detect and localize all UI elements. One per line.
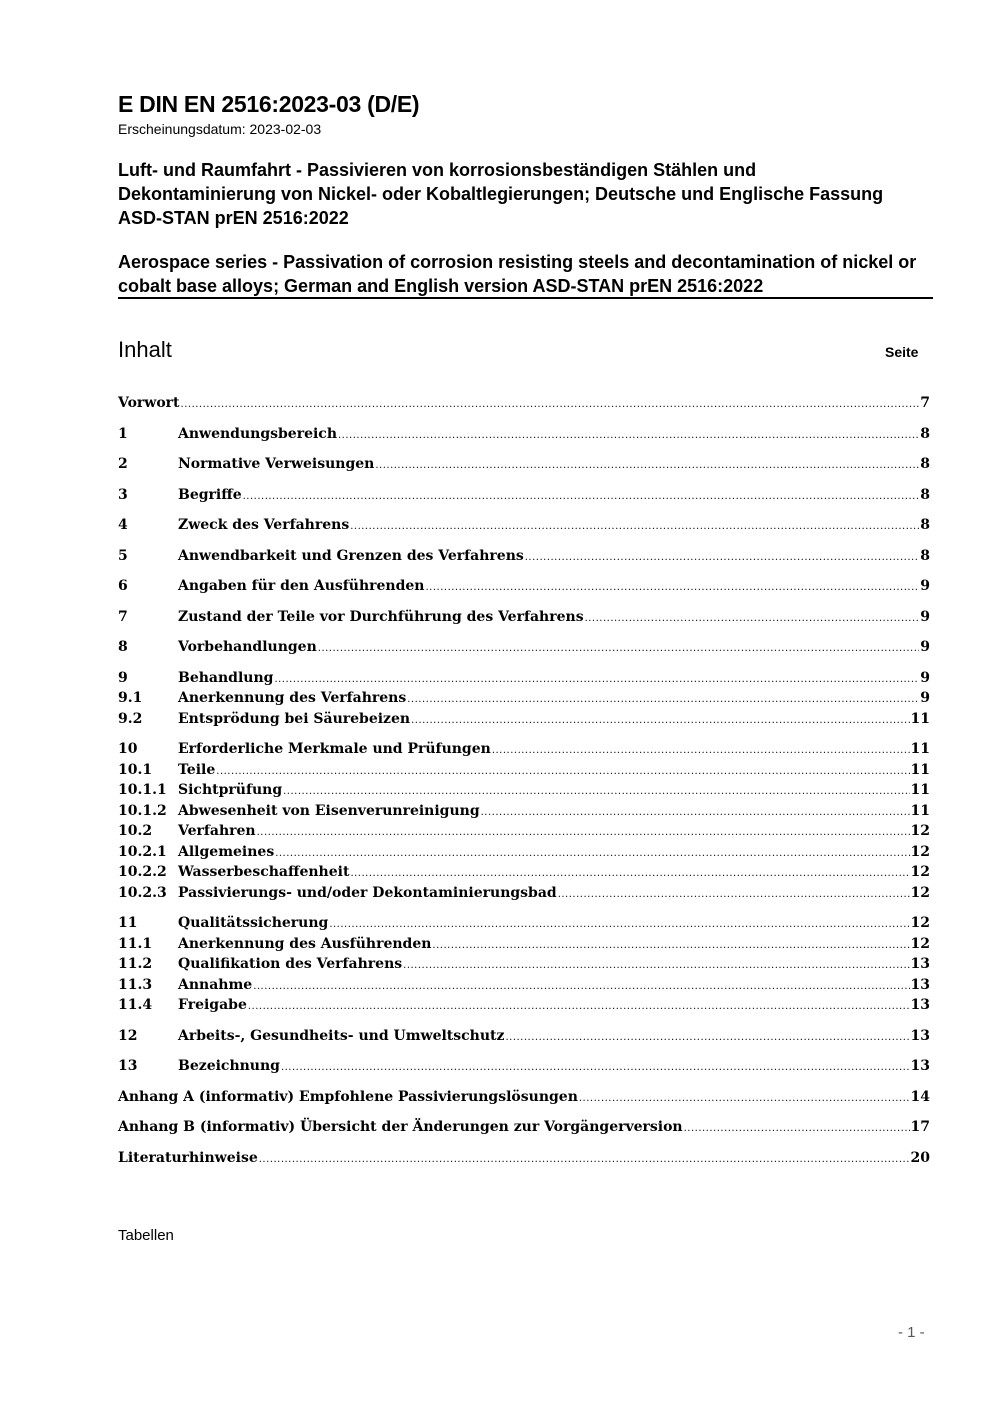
toc-dot-leader — [283, 782, 909, 803]
toc-entry-title: Zustand der Teile vor Durchführung des Verfahrens — [178, 608, 584, 625]
toc-dot-leader — [505, 1028, 909, 1049]
toc-entry[interactable] — [118, 780, 930, 801]
toc-entry-number: 4 — [118, 517, 128, 533]
page-number: - 1 - — [898, 1324, 925, 1341]
toc-dot-leader — [411, 711, 909, 732]
toc-entry[interactable] — [118, 688, 930, 709]
toc-dot-leader — [274, 670, 919, 691]
toc-entry-page: 13 — [910, 1027, 930, 1044]
toc-entry-title: Teile — [178, 761, 216, 778]
toc-entry-title: Anwendbarkeit und Grenzen des Verfahrens — [178, 547, 524, 564]
toc-entry-number: 10.2 — [118, 823, 153, 839]
toc-dot-leader — [432, 936, 909, 957]
toc-dot-leader — [275, 844, 909, 865]
toc-dot-leader — [492, 741, 910, 762]
toc-entry-page: 8 — [920, 517, 930, 533]
toc-entry-number: 11.3 — [118, 976, 153, 993]
toc-entry-number: 9.1 — [118, 690, 143, 706]
toc-entry[interactable] — [118, 1056, 930, 1077]
table-of-contents — [118, 393, 930, 1168]
toc-entry-title: Passivierungs- und/oder Dekontaminierungsbad — [178, 884, 557, 901]
toc-entry-number: 10.2.1 — [118, 843, 167, 860]
toc-entry-title: Bezeichnung — [178, 1058, 280, 1074]
toc-entry-title: Anwendungsbereich — [178, 425, 337, 442]
toc-entry[interactable] — [118, 975, 930, 996]
toc-entry-title: Anerkennung des Ausführenden — [178, 935, 432, 952]
toc-entry-number: 5 — [118, 547, 128, 564]
toc-entry[interactable] — [118, 1117, 930, 1138]
toc-entry-number: 10.1.2 — [118, 802, 167, 819]
toc-entry-page: 9 — [920, 608, 930, 625]
toc-entry[interactable] — [118, 454, 930, 475]
toc-entry[interactable] — [118, 637, 930, 658]
toc-entry-page: 12 — [910, 935, 930, 952]
toc-dot-leader — [481, 803, 910, 824]
toc-entry[interactable] — [118, 576, 930, 597]
toc-dot-leader — [525, 548, 920, 569]
toc-dot-leader — [426, 578, 920, 599]
toc-dot-leader — [259, 1150, 910, 1171]
toc-entry[interactable] — [118, 668, 930, 689]
toc-page-label: Seite — [885, 344, 919, 360]
toc-entry-title: Allgemeines — [178, 843, 275, 860]
toc-entry-title: Freigabe — [178, 997, 247, 1013]
toc-entry-number: 9.2 — [118, 710, 143, 727]
toc-entry[interactable] — [118, 842, 930, 863]
toc-entry-page: 11 — [910, 741, 930, 757]
toc-entry-page: 13 — [910, 1058, 930, 1074]
toc-entry-page: 13 — [910, 976, 930, 993]
toc-entry-number: 12 — [118, 1027, 138, 1044]
toc-entry[interactable] — [118, 1148, 930, 1169]
toc-entry-page: 14 — [910, 1088, 930, 1105]
toc-entry-page: 12 — [910, 915, 930, 931]
document-title: E DIN EN 2516:2023-03 (D/E) — [118, 91, 420, 117]
toc-entry[interactable] — [118, 913, 930, 934]
toc-entry-number: 9 — [118, 669, 128, 686]
title-english: Aerospace series - Passivation of corrosion resisting steels and decontamination of nickel or cobalt base alloys; German and English version ASD-STAN prEN 2516:2022 — [118, 252, 917, 296]
toc-entry-title: Annahme — [178, 976, 253, 993]
toc-entry-title: Anhang A (informativ) Empfohlene Passivierungslösungen — [118, 1088, 578, 1105]
toc-dot-leader — [684, 1119, 910, 1140]
toc-entry-title: Arbeits-, Gesundheits- und Umweltschutz — [178, 1027, 505, 1044]
toc-entry-number: 2 — [118, 456, 128, 472]
toc-entry-page: 12 — [910, 864, 930, 880]
toc-entry[interactable] — [118, 424, 930, 445]
toc-entry-title: Begriffe — [178, 486, 242, 503]
toc-entry-page: 17 — [910, 1119, 930, 1135]
toc-entry-page: 7 — [920, 395, 930, 411]
toc-entry-page: 13 — [910, 956, 930, 972]
toc-entry-page: 8 — [920, 547, 930, 564]
toc-dot-leader — [350, 864, 909, 885]
toc-entry-title: Behandlung — [178, 669, 274, 686]
publication-date: Erscheinungsdatum: 2023-02-03 — [118, 121, 322, 137]
toc-entry-page: 8 — [920, 486, 930, 503]
toc-entry-page: 8 — [920, 425, 930, 442]
toc-entry-number: 11 — [118, 915, 138, 931]
toc-dot-leader — [338, 426, 919, 447]
toc-dot-leader — [281, 1058, 910, 1079]
toc-entry-title: Normative Verweisungen — [178, 456, 375, 472]
toc-entry[interactable] — [118, 995, 930, 1016]
toc-entry-number: 11.4 — [118, 997, 153, 1013]
toc-entry-title: Literaturhinweise — [118, 1149, 258, 1166]
toc-entry-page: 11 — [910, 710, 930, 727]
toc-entry-page: 13 — [910, 997, 930, 1013]
toc-entry-title: Wasserbeschaffenheit — [178, 864, 350, 880]
toc-entry-title: Qualitätssicherung — [178, 915, 329, 931]
toc-dot-leader — [585, 609, 920, 630]
toc-entry[interactable] — [118, 739, 930, 760]
toc-dot-leader — [350, 517, 919, 538]
toc-entry[interactable] — [118, 801, 930, 822]
toc-entry[interactable] — [118, 1087, 930, 1108]
toc-entry-title: Abwesenheit von Eisenverunreinigung — [178, 802, 480, 819]
toc-entry-number: 3 — [118, 486, 128, 503]
toc-entry-title: Sichtprüfung — [178, 782, 283, 798]
toc-entry[interactable] — [118, 393, 930, 414]
toc-entry-number: 10.2.2 — [118, 864, 167, 880]
toc-entry-number: 7 — [118, 608, 128, 625]
toc-entry-page: 12 — [910, 843, 930, 860]
toc-entry[interactable] — [118, 883, 930, 904]
toc-entry-title: Entsprödung bei Säurebeizen — [178, 710, 411, 727]
toc-dot-leader — [257, 823, 910, 844]
toc-entry-page: 12 — [910, 884, 930, 901]
toc-entry-title: Angaben für den Ausführenden — [178, 578, 425, 594]
toc-entry[interactable] — [118, 862, 930, 883]
toc-dot-leader — [248, 997, 910, 1018]
toc-entry-page: 9 — [920, 639, 930, 655]
toc-entry[interactable] — [118, 1026, 930, 1047]
toc-entry-page: 9 — [920, 690, 930, 706]
toc-dot-leader — [318, 639, 919, 660]
toc-entry-page: 9 — [920, 669, 930, 686]
title-divider — [118, 297, 933, 299]
toc-entry-page: 11 — [910, 802, 930, 819]
toc-dot-leader — [216, 762, 909, 783]
toc-dot-leader — [181, 395, 920, 416]
toc-entry-number: 13 — [118, 1058, 138, 1074]
toc-entry-page: 8 — [920, 456, 930, 472]
toc-entry-number: 10.2.3 — [118, 884, 167, 901]
toc-entry-title: Erforderliche Merkmale und Prüfungen — [178, 741, 491, 757]
toc-entry-title: Vorwort — [118, 395, 180, 411]
toc-entry-title: Anerkennung des Verfahrens — [178, 690, 407, 706]
toc-dot-leader — [329, 915, 909, 936]
toc-entry-page: 20 — [910, 1149, 930, 1166]
toc-entry-number: 11.2 — [118, 956, 153, 972]
toc-entry-title: Qualifikation des Verfahrens — [178, 956, 403, 972]
toc-entry-number: 10.1 — [118, 761, 153, 778]
toc-dot-leader — [243, 487, 920, 508]
toc-entry-page: 9 — [920, 578, 930, 594]
toc-entry[interactable] — [118, 709, 930, 730]
toc-dot-leader — [403, 956, 909, 977]
toc-entry-page: 11 — [910, 782, 930, 798]
tables-heading: Tabellen — [118, 1227, 174, 1244]
toc-entry[interactable] — [118, 934, 930, 955]
toc-entry-number: 11.1 — [118, 935, 153, 952]
toc-entry[interactable] — [118, 485, 930, 506]
toc-entry-title: Verfahren — [178, 823, 256, 839]
title-german: Luft- und Raumfahrt - Passivieren von korrosionsbeständigen Stählen und Dekontaminierung von Nickel- oder Kobaltlegierungen; Deutsche und Englische Fassung ASD-STAN prEN 2516:2022 — [118, 160, 884, 228]
toc-entry[interactable] — [118, 954, 930, 975]
toc-entry[interactable] — [118, 607, 930, 628]
toc-entry-page: 11 — [910, 761, 930, 778]
toc-entry[interactable] — [118, 515, 930, 536]
toc-entry-page: 12 — [910, 823, 930, 839]
toc-entry-title: Zweck des Verfahrens — [178, 517, 350, 533]
toc-dot-leader — [375, 456, 919, 477]
toc-heading: Inhalt — [118, 337, 172, 362]
toc-entry-number: 6 — [118, 578, 128, 594]
toc-dot-leader — [579, 1089, 910, 1110]
toc-entry-title: Anhang B (informativ) Übersicht der Änderungen zur Vorgängerversion — [118, 1119, 683, 1135]
toc-entry-number: 8 — [118, 639, 128, 655]
toc-entry[interactable] — [118, 821, 930, 842]
toc-entry-number: 10.1.1 — [118, 782, 167, 798]
toc-dot-leader — [253, 977, 909, 998]
toc-dot-leader — [407, 690, 919, 711]
toc-entry[interactable] — [118, 760, 930, 781]
toc-dot-leader — [558, 885, 910, 906]
toc-entry-title: Vorbehandlungen — [178, 639, 317, 655]
toc-entry-number: 1 — [118, 425, 128, 442]
toc-entry[interactable] — [118, 546, 930, 567]
toc-entry-number: 10 — [118, 741, 138, 757]
